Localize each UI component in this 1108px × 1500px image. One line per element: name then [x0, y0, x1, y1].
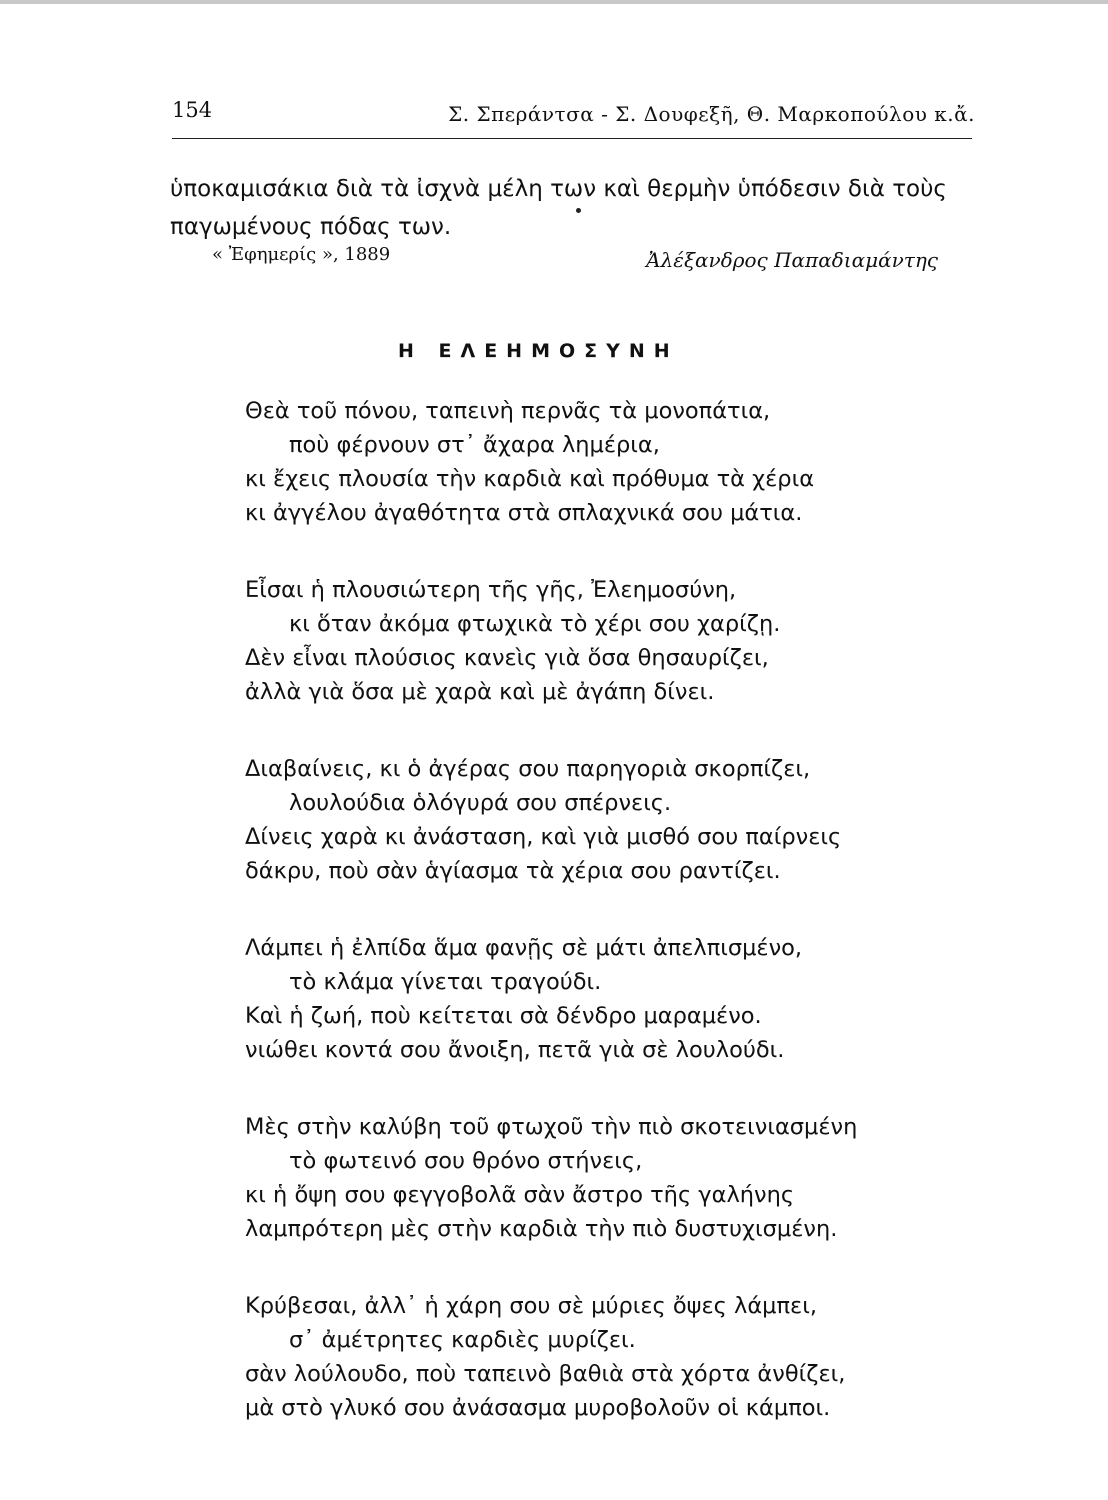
- verse-line: κι ἡ ὄψη σου φεγγοβολᾶ σὰν ἄστρο τῆς γαλήνης: [245, 1182, 795, 1208]
- verse-line: κι ὅταν ἀκόμα φτωχικὰ τὸ χέρι σου χαρίζῃ.: [289, 611, 781, 637]
- verse-line: Δὲν εἶναι πλούσιος κανεὶς γιὰ ὅσα θησαυρίζει,: [245, 645, 769, 671]
- verse-line: Καὶ ἡ ζωή, ποὺ κείτεται σὰ δένδρο μαραμένο.: [245, 1003, 762, 1029]
- verse-line: Θεὰ τοῦ πόνου, ταπεινὴ περνᾶς τὰ μονοπάτια,: [245, 398, 771, 424]
- stanza: [245, 1289, 975, 1425]
- verse-line: λουλούδια ὁλόγυρά σου σπέρνεις.: [289, 790, 672, 816]
- verse-line: Κρύβεσαι, ἀλλ᾽ ἡ χάρη σου σὲ μύριες ὄψες λάμπει,: [245, 1293, 817, 1319]
- verse-line: ποὺ φέρνουν στ᾽ ἄχαρα λημέρια,: [289, 432, 660, 458]
- page-number: 154: [172, 98, 213, 122]
- verse-line: σ᾽ ἀμέτρητες καρδιὲς μυρίζει.: [289, 1327, 636, 1353]
- stanza: [245, 752, 975, 888]
- verse-line: Εἶσαι ἡ πλουσιώτερη τῆς γῆς, Ἐλεημοσύνη,: [245, 577, 737, 603]
- verse-line: μὰ στὸ γλυκό σου ἀνάσασμα μυροβολοῦν οἱ κάμποι.: [245, 1395, 831, 1421]
- verse-line: Δίνεις χαρὰ κι ἀνάσταση, καὶ γιὰ μισθό σου παίρνεις: [245, 824, 842, 850]
- page-top-edge: [0, 0, 1108, 4]
- prose-line: ὑποκαμισάκια διὰ τὰ ἰσχνὰ μέλη των καὶ θερμὴν ὑπόδεσιν διὰ τοὺς: [170, 176, 947, 202]
- ink-dot: [576, 208, 581, 213]
- running-head: Σ. Σπεράντσα - Σ. Δουφεξῆ, Θ. Μαρκοπούλου κ.ἄ.: [448, 102, 975, 126]
- stanza: [245, 573, 975, 709]
- poem-title: Η ΕΛΕΗΜΟΣΥΝΗ: [398, 340, 679, 362]
- citation-source: « Ἐφημερίς », 1889: [212, 244, 391, 265]
- citation-author: Ἀλέξανδρος Παπαδιαμάντης: [646, 248, 938, 272]
- verse-line: Διαβαίνεις, κι ὁ ἀγέρας σου παρηγοριὰ σκορπίζει,: [245, 756, 811, 782]
- stanza: [245, 931, 975, 1067]
- verse-line: τὸ κλάμα γίνεται τραγούδι.: [289, 969, 602, 995]
- verse-line: κι ἀγγέλου ἀγαθότητα στὰ σπλαχνικά σου μάτια.: [245, 500, 803, 526]
- verse-line: νιώθει κοντά σου ἄνοιξη, πετᾶ γιὰ σὲ λουλούδι.: [245, 1037, 785, 1063]
- verse-line: σὰν λούλουδο, ποὺ ταπεινὸ βαθιὰ στὰ χόρτα ἀνθίζει,: [245, 1361, 846, 1387]
- verse-line: ἀλλὰ γιὰ ὅσα μὲ χαρὰ καὶ μὲ ἀγάπη δίνει.: [245, 679, 715, 705]
- verse-line: κι ἔχεις πλουσία τὴν καρδιὰ καὶ πρόθυμα τὰ χέρια: [245, 466, 815, 492]
- prose-continuation: [170, 170, 980, 246]
- verse-line: τὸ φωτεινό σου θρόνο στήνεις,: [289, 1148, 643, 1174]
- page-header: [172, 98, 975, 138]
- prose-line: παγωμένους πόδας των.: [170, 214, 452, 240]
- header-rule: [172, 138, 972, 139]
- poem-body: [245, 394, 975, 1468]
- verse-line: δάκρυ, ποὺ σὰν ἁγίασμα τὰ χέρια σου ραντίζει.: [245, 858, 781, 884]
- stanza: [245, 1110, 975, 1246]
- verse-line: λαμπρότερη μὲς στὴν καρδιὰ τὴν πιὸ δυστυχισμένη.: [245, 1216, 838, 1242]
- verse-line: Μὲς στὴν καλύβη τοῦ φτωχοῦ τὴν πιὸ σκοτεινιασμένη: [245, 1114, 858, 1140]
- verse-line: Λάμπει ἡ ἐλπίδα ἅμα φανῇς σὲ μάτι ἀπελπισμένο,: [245, 935, 803, 961]
- stanza: [245, 394, 975, 530]
